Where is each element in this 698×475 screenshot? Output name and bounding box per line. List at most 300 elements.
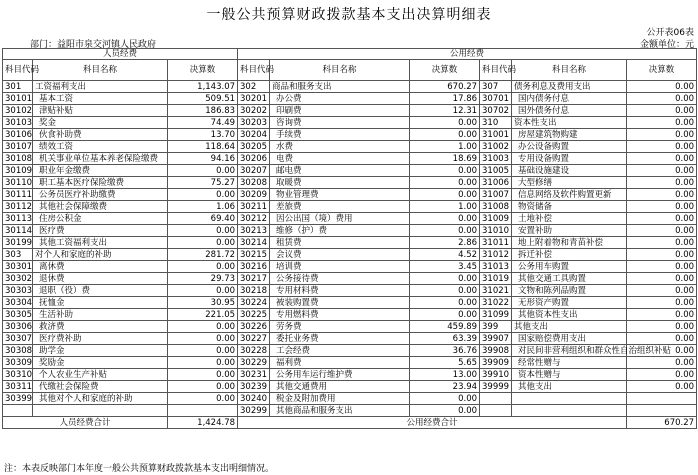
public-total-value: 670.27 [627, 417, 697, 429]
header-code: 科目代码 [238, 60, 270, 81]
table-row [3, 369, 697, 381]
cell-name: 基本工资 [33, 93, 168, 105]
cell-name: 维修（护）费 [270, 225, 410, 237]
cell-code: 30110 [3, 177, 33, 189]
cell-amount: 0.00 [410, 213, 480, 225]
cell-amount: 0.00 [168, 165, 238, 177]
cell-name: 职业年金缴费 [33, 165, 168, 177]
cell-name: 医疗费 [33, 225, 168, 237]
personnel-total-value: 1,424.78 [168, 417, 238, 429]
cell-code: 30112 [3, 201, 33, 213]
cell-amount: 2.86 [410, 237, 480, 249]
cell-name: 劳务费 [270, 321, 410, 333]
table-row [3, 201, 697, 213]
cell-code: 30108 [3, 153, 33, 165]
cell-amount: 0.00 [410, 273, 480, 285]
cell-name: 办公设备购置 [512, 141, 627, 153]
cell-amount: 0.00 [168, 369, 238, 381]
cell-code: 31012 [480, 249, 512, 261]
cell-name: 资本性赠与 [512, 369, 627, 381]
cell-name: 公务用车购置 [512, 261, 627, 273]
table-row [3, 177, 697, 189]
cell-amount: 0.00 [627, 369, 697, 381]
section-personnel: 人员经费 [3, 49, 238, 60]
cell-name [512, 393, 627, 405]
cell-name: 文物和陈列品购置 [512, 285, 627, 297]
cell-name: 差旅费 [270, 201, 410, 213]
cell-amount: 0.00 [627, 249, 697, 261]
table-row [3, 153, 697, 165]
cell-name: 无形资产购置 [512, 297, 627, 309]
cell-amount: 1,143.07 [168, 81, 238, 93]
table-row [3, 165, 697, 177]
cell-code: 30201 [238, 93, 270, 105]
public-total-label: 公用经费合计 [238, 417, 627, 429]
cell-code: 31099 [480, 309, 512, 321]
cell-name: 机关事业单位基本养老保险缴费 [33, 153, 168, 165]
cell-amount: 0.00 [168, 225, 238, 237]
cell-name: 职工基本医疗保险缴费 [33, 177, 168, 189]
cell-amount: 0.00 [168, 261, 238, 273]
cell-name: 物业管理费 [270, 189, 410, 201]
cell-amount: 1.00 [410, 141, 480, 153]
table-row [3, 213, 697, 225]
column-header-row [3, 60, 697, 81]
cell-code: 30203 [238, 117, 270, 129]
cell-code [480, 393, 512, 405]
cell-amount: 12.31 [410, 105, 480, 117]
cell-amount: 0.00 [627, 345, 697, 357]
cell-name: 公务用车运行维护费 [270, 369, 410, 381]
header-amount: 决算数 [627, 60, 697, 81]
cell-amount: 75.27 [168, 177, 238, 189]
table-row [3, 225, 697, 237]
table-row [3, 381, 697, 393]
cell-name: 大型修缮 [512, 177, 627, 189]
cell-code: 301 [3, 81, 33, 93]
cell-name: 资本性支出 [512, 117, 627, 129]
cell-amount: 459.89 [410, 321, 480, 333]
cell-amount: 0.00 [168, 381, 238, 393]
cell-amount: 36.76 [410, 345, 480, 357]
header-name: 科目名称 [270, 60, 410, 81]
cell-amount: 0.00 [627, 165, 697, 177]
cell-code: 31002 [480, 141, 512, 153]
cell-name: 专用燃料费 [270, 309, 410, 321]
cell-amount: 0.00 [627, 357, 697, 369]
cell-amount: 670.27 [410, 81, 480, 93]
cell-name [512, 405, 627, 417]
cell-code: 30306 [3, 321, 33, 333]
cell-name: 安置补助 [512, 225, 627, 237]
cell-code: 39910 [480, 369, 512, 381]
cell-amount: 0.00 [627, 309, 697, 321]
cell-code: 30208 [238, 177, 270, 189]
cell-code: 30216 [238, 261, 270, 273]
cell-code: 399 [480, 321, 512, 333]
table-row [3, 93, 697, 105]
cell-name: 医疗费补助 [33, 333, 168, 345]
cell-amount: 0.00 [627, 153, 697, 165]
cell-name: 国外债务付息 [512, 105, 627, 117]
cell-amount: 0.00 [627, 129, 697, 141]
cell-name: 其他商品和服务支出 [270, 405, 410, 417]
cell-name: 退休费 [33, 273, 168, 285]
footnote: 注：本表反映部门本年度一般公共预算财政拨款基本支出明细情况。 [4, 464, 275, 474]
cell-name: 水费 [270, 141, 410, 153]
cell-code: 30225 [238, 309, 270, 321]
cell-code: 30114 [3, 225, 33, 237]
cell-amount: 0.00 [410, 189, 480, 201]
cell-code: 30229 [238, 357, 270, 369]
cell-amount: 221.05 [168, 309, 238, 321]
cell-amount: 0.00 [410, 225, 480, 237]
cell-code: 31003 [480, 153, 512, 165]
cell-name: 生活补助 [33, 309, 168, 321]
cell-code: 30305 [3, 309, 33, 321]
cell-amount: 0.00 [627, 273, 697, 285]
header-name: 科目名称 [33, 60, 168, 81]
cell-amount: 18.69 [410, 153, 480, 165]
cell-amount: 0.00 [410, 177, 480, 189]
expenditure-table [2, 48, 697, 429]
cell-amount: 0.00 [627, 237, 697, 249]
cell-code: 30102 [3, 105, 33, 117]
cell-name: 地上附着物和青苗补偿 [512, 237, 627, 249]
cell-amount: 0.00 [627, 177, 697, 189]
cell-amount: 0.00 [168, 321, 238, 333]
cell-name: 专用材料费 [270, 285, 410, 297]
cell-code: 30111 [3, 189, 33, 201]
form-number: 公开表06表 [646, 28, 694, 38]
cell-code: 30211 [238, 201, 270, 213]
cell-code: 30239 [238, 381, 270, 393]
cell-code: 30226 [238, 321, 270, 333]
cell-amount: 13.00 [410, 369, 480, 381]
cell-code: 302 [238, 81, 270, 93]
cell-code: 31011 [480, 237, 512, 249]
cell-code: 31005 [480, 165, 512, 177]
cell-name: 对民间非营利组织和群众性自治组织补贴 [512, 345, 627, 357]
cell-amount: 118.64 [168, 141, 238, 153]
cell-amount: 5.65 [410, 357, 480, 369]
cell-code: 30205 [238, 141, 270, 153]
cell-name: 奖励金 [33, 357, 168, 369]
cell-code: 31007 [480, 189, 512, 201]
cell-name: 商品和服务支出 [270, 81, 410, 93]
cell-amount: 0.00 [168, 189, 238, 201]
cell-code: 30109 [3, 165, 33, 177]
cell-name: 税金及附加费用 [270, 393, 410, 405]
table-row [3, 129, 697, 141]
cell-amount: 0.00 [627, 225, 697, 237]
cell-name: 助学金 [33, 345, 168, 357]
cell-amount: 0.00 [627, 285, 697, 297]
table-row [3, 261, 697, 273]
cell-name: 会议费 [270, 249, 410, 261]
cell-amount: 4.52 [410, 249, 480, 261]
cell-amount: 0.00 [410, 309, 480, 321]
cell-amount: 94.16 [168, 153, 238, 165]
cell-amount: 13.70 [168, 129, 238, 141]
header-amount: 决算数 [410, 60, 480, 81]
cell-code: 31019 [480, 273, 512, 285]
cell-code: 39908 [480, 345, 512, 357]
cell-code: 31009 [480, 213, 512, 225]
cell-name: 其他工资福利支出 [33, 237, 168, 249]
table-row [3, 189, 697, 201]
cell-code: 30209 [238, 189, 270, 201]
cell-code: 31008 [480, 201, 512, 213]
cell-code: 39999 [480, 381, 512, 393]
cell-amount: 17.86 [410, 93, 480, 105]
cell-amount: 0.00 [627, 297, 697, 309]
table-row [3, 321, 697, 333]
cell-name: 住房公积金 [33, 213, 168, 225]
cell-amount: 23.94 [410, 381, 480, 393]
table-row [3, 285, 697, 297]
cell-amount: 186.83 [168, 105, 238, 117]
cell-code: 30206 [238, 153, 270, 165]
table-row [3, 105, 697, 117]
cell-amount: 3.45 [410, 261, 480, 273]
cell-name: 房屋建筑物购建 [512, 129, 627, 141]
table-row [3, 405, 697, 417]
cell-code: 30309 [3, 357, 33, 369]
report-title: 一般公共预算财政拨款基本支出决算明细表 [206, 7, 492, 23]
cell-name: 咨询费 [270, 117, 410, 129]
cell-amount: 0.00 [168, 393, 238, 405]
header-name: 科目名称 [512, 60, 627, 81]
cell-name: 邮电费 [270, 165, 410, 177]
cell-name: 国内债务付息 [512, 93, 627, 105]
cell-name: 代缴社会保险费 [33, 381, 168, 393]
cell-code: 30301 [3, 261, 33, 273]
cell-name: 委托业务费 [270, 333, 410, 345]
table-row [3, 141, 697, 153]
department-label: 部门：益阳市泉交河镇人民政府 [30, 40, 157, 50]
cell-code: 31022 [480, 297, 512, 309]
cell-name: 奖金 [33, 117, 168, 129]
cell-code: 30217 [238, 273, 270, 285]
cell-code: 30702 [480, 105, 512, 117]
cell-name: 取暖费 [270, 177, 410, 189]
table-row [3, 273, 697, 285]
cell-amount: 0.00 [627, 141, 697, 153]
cell-name: 国家赔偿费用支出 [512, 333, 627, 345]
cell-code: 30204 [238, 129, 270, 141]
cell-name: 其他交通工具购置 [512, 273, 627, 285]
cell-name: 其他对个人和家庭的补助 [33, 393, 168, 405]
cell-code: 30218 [238, 285, 270, 297]
cell-amount: 0.00 [168, 345, 238, 357]
cell-amount: 0.00 [627, 333, 697, 345]
table-row [3, 309, 697, 321]
cell-name: 其他支出 [512, 321, 627, 333]
cell-amount: 74.49 [168, 117, 238, 129]
cell-name: 被装购置费 [270, 297, 410, 309]
cell-name: 信息网络及软件购置更新 [512, 189, 627, 201]
cell-name: 印刷费 [270, 105, 410, 117]
cell-code: 31010 [480, 225, 512, 237]
cell-amount: 0.00 [410, 393, 480, 405]
cell-name: 工资福利支出 [33, 81, 168, 93]
cell-name: 拆迁补偿 [512, 249, 627, 261]
cell-name: 办公费 [270, 93, 410, 105]
cell-amount: 0.00 [627, 81, 697, 93]
cell-name: 土地补偿 [512, 213, 627, 225]
cell-name: 绩效工资 [33, 141, 168, 153]
cell-amount: 0.00 [627, 261, 697, 273]
cell-amount: 0.00 [168, 237, 238, 249]
table-row [3, 393, 697, 405]
cell-code: 307 [480, 81, 512, 93]
cell-name [33, 405, 168, 417]
cell-code: 30214 [238, 237, 270, 249]
cell-code: 31001 [480, 129, 512, 141]
cell-code: 31021 [480, 285, 512, 297]
cell-code: 30227 [238, 333, 270, 345]
cell-code: 30113 [3, 213, 33, 225]
header-amount: 决算数 [168, 60, 238, 81]
cell-amount: 0.00 [410, 285, 480, 297]
cell-name: 公务接待费 [270, 273, 410, 285]
cell-code: 30224 [238, 297, 270, 309]
cell-amount [627, 405, 697, 417]
cell-code: 310 [480, 117, 512, 129]
cell-code: 30231 [238, 369, 270, 381]
table-row [3, 345, 697, 357]
cell-name: 退职（役）费 [33, 285, 168, 297]
table-row [3, 297, 697, 309]
cell-amount: 0.00 [627, 381, 697, 393]
table-row [3, 117, 697, 129]
cell-amount: 0.00 [410, 297, 480, 309]
header-code: 科目代码 [3, 60, 33, 81]
cell-amount: 0.00 [168, 333, 238, 345]
cell-amount: 0.00 [168, 285, 238, 297]
table-row [3, 81, 697, 93]
cell-name: 公务员医疗补助缴费 [33, 189, 168, 201]
cell-name: 津贴补贴 [33, 105, 168, 117]
cell-code: 30202 [238, 105, 270, 117]
cell-amount: 30.95 [168, 297, 238, 309]
cell-amount: 0.00 [410, 117, 480, 129]
cell-amount: 0.00 [627, 189, 697, 201]
table-row [3, 237, 697, 249]
cell-amount: 0.00 [627, 93, 697, 105]
cell-amount [627, 393, 697, 405]
cell-amount: 0.00 [410, 165, 480, 177]
cell-code: 30213 [238, 225, 270, 237]
cell-code: 30101 [3, 93, 33, 105]
cell-code: 30103 [3, 117, 33, 129]
cell-name: 个人农业生产补贴 [33, 369, 168, 381]
cell-code: 30215 [238, 249, 270, 261]
totals-row [3, 417, 697, 429]
cell-code: 39907 [480, 333, 512, 345]
cell-amount: 0.00 [627, 321, 697, 333]
cell-code: 30299 [238, 405, 270, 417]
cell-amount: 29.73 [168, 273, 238, 285]
cell-name: 离休费 [33, 261, 168, 273]
cell-name: 租赁费 [270, 237, 410, 249]
cell-amount: 0.00 [627, 117, 697, 129]
cell-name: 其他交通费用 [270, 381, 410, 393]
amount-unit-label: 金额单位：元 [639, 40, 694, 50]
cell-amount: 0.00 [627, 213, 697, 225]
cell-code [3, 405, 33, 417]
cell-code: 30212 [238, 213, 270, 225]
table-row [3, 357, 697, 369]
cell-code: 30107 [3, 141, 33, 153]
cell-amount: 0.00 [627, 201, 697, 213]
cell-name: 培训费 [270, 261, 410, 273]
cell-amount: 63.39 [410, 333, 480, 345]
cell-amount: 0.00 [627, 105, 697, 117]
cell-code: 30310 [3, 369, 33, 381]
cell-name: 伙食补助费 [33, 129, 168, 141]
cell-name: 物资储备 [512, 201, 627, 213]
cell-code: 30303 [3, 285, 33, 297]
cell-code: 30207 [238, 165, 270, 177]
cell-amount: 1.06 [168, 201, 238, 213]
section-public: 公用经费 [238, 49, 697, 60]
cell-code: 303 [3, 249, 33, 261]
cell-amount: 0.00 [410, 405, 480, 417]
cell-amount: 1.00 [410, 201, 480, 213]
table-row [3, 333, 697, 345]
cell-code: 31013 [480, 261, 512, 273]
table-row [3, 249, 697, 261]
cell-code: 30106 [3, 129, 33, 141]
cell-code: 31006 [480, 177, 512, 189]
cell-amount: 69.40 [168, 213, 238, 225]
cell-name: 抚恤金 [33, 297, 168, 309]
cell-amount: 0.00 [168, 357, 238, 369]
cell-name: 专用设备购置 [512, 153, 627, 165]
cell-code: 30304 [3, 297, 33, 309]
cell-code: 39909 [480, 357, 512, 369]
cell-amount: 281.72 [168, 249, 238, 261]
cell-code: 30701 [480, 93, 512, 105]
cell-code: 30307 [3, 333, 33, 345]
cell-code: 30399 [3, 393, 33, 405]
cell-name: 其他资本性支出 [512, 309, 627, 321]
cell-name: 基础设施建设 [512, 165, 627, 177]
cell-name: 手续费 [270, 129, 410, 141]
cell-code: 30308 [3, 345, 33, 357]
cell-code: 30302 [3, 273, 33, 285]
cell-amount: 509.51 [168, 93, 238, 105]
cell-name: 救济费 [33, 321, 168, 333]
cell-name: 工会经费 [270, 345, 410, 357]
cell-name: 福利费 [270, 357, 410, 369]
cell-name: 其他社会保障缴费 [33, 201, 168, 213]
cell-code [480, 405, 512, 417]
cell-name: 电费 [270, 153, 410, 165]
cell-code: 30228 [238, 345, 270, 357]
personnel-total-label: 人员经费合计 [3, 417, 168, 429]
cell-name: 债务利息及费用支出 [512, 81, 627, 93]
cell-name: 因公出国（境）费用 [270, 213, 410, 225]
cell-code: 30199 [3, 237, 33, 249]
cell-name: 经常性赠与 [512, 357, 627, 369]
cell-amount [168, 405, 238, 417]
cell-name: 其他支出 [512, 381, 627, 393]
cell-name: 对个人和家庭的补助 [33, 249, 168, 261]
section-header-row [3, 49, 697, 60]
